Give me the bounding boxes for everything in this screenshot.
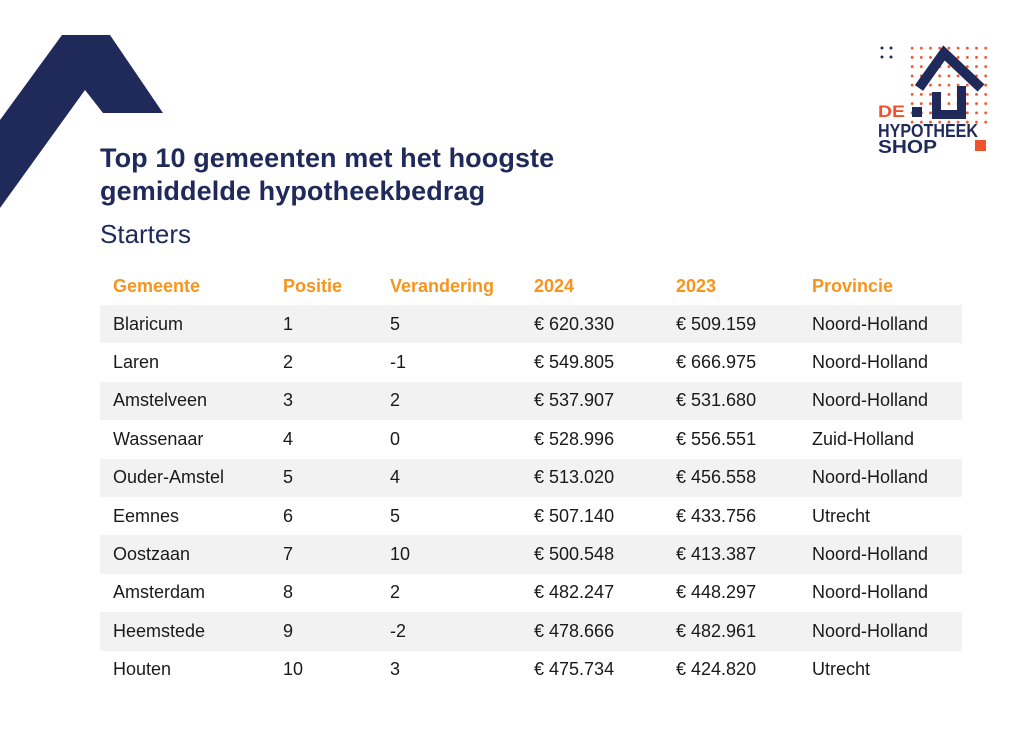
table-row	[100, 343, 962, 381]
page-title-line2: gemiddelde hypotheekbedrag	[100, 176, 486, 206]
table-row	[100, 651, 962, 689]
cell-verandering: 3	[390, 659, 401, 680]
cell-positie: 10	[283, 659, 304, 680]
cell-provincie: Noord-Holland	[812, 352, 929, 373]
cell-2024: € 500.548	[534, 544, 615, 565]
cell-verandering: 2	[390, 390, 401, 411]
cell-gemeente: Ouder-Amstel	[113, 467, 225, 488]
page-title	[100, 142, 554, 208]
cell-positie: 7	[283, 544, 294, 565]
cell-gemeente: Oostzaan	[113, 544, 191, 565]
column-header-2023: 2023	[676, 275, 717, 296]
cell-2024: € 549.805	[534, 352, 615, 373]
table-body	[100, 305, 962, 689]
cell-2023: € 531.680	[676, 390, 757, 411]
cell-verandering: 5	[390, 505, 401, 526]
cell-2023: € 482.961	[676, 620, 757, 641]
cell-positie: 8	[283, 582, 294, 603]
cell-positie: 2	[283, 352, 294, 373]
cell-positie: 4	[283, 428, 294, 449]
table-row	[100, 305, 962, 343]
cell-positie: 9	[283, 620, 294, 641]
cell-2023: € 556.551	[676, 428, 757, 449]
column-header-provincie: Provincie	[812, 275, 894, 296]
cell-gemeente: Amstelveen	[113, 390, 208, 411]
cell-gemeente: Heemstede	[113, 620, 206, 641]
table-row	[100, 459, 962, 497]
cell-verandering: -1	[390, 352, 407, 373]
cell-2024: € 478.666	[534, 620, 615, 641]
table-row	[100, 420, 962, 458]
column-header-positie: Positie	[283, 275, 343, 296]
table-row	[100, 382, 962, 420]
cell-provincie: Zuid-Holland	[812, 428, 915, 449]
cell-2024: € 482.247	[534, 582, 615, 603]
cell-gemeente: Blaricum	[113, 313, 184, 334]
cell-provincie: Utrecht	[812, 505, 871, 526]
page-title-line1: Top 10 gemeenten met het hoogste	[100, 143, 555, 173]
cell-gemeente: Wassenaar	[113, 428, 204, 449]
cell-positie: 3	[283, 390, 294, 411]
cell-2023: € 448.297	[676, 582, 757, 603]
logo-orange-square	[975, 140, 986, 151]
page-subtitle: Starters	[100, 219, 192, 249]
column-header-gemeente: Gemeente	[113, 275, 201, 296]
table-row	[100, 574, 962, 612]
cell-2023: € 433.756	[676, 505, 757, 526]
logo-word-de: DE	[878, 102, 905, 121]
cell-provincie: Noord-Holland	[812, 544, 929, 565]
cell-positie: 6	[283, 505, 294, 526]
cell-positie: 5	[283, 467, 294, 488]
cell-verandering: -2	[390, 620, 407, 641]
top10-table	[100, 267, 962, 689]
cell-2024: € 475.734	[534, 659, 615, 680]
cell-verandering: 2	[390, 582, 401, 603]
table-header-row	[100, 267, 962, 305]
cell-gemeente: Laren	[113, 352, 160, 373]
logo-word-hypotheek: HYPOTHEEK	[878, 121, 978, 141]
column-header-2024: 2024	[534, 275, 575, 296]
cell-gemeente: Eemnes	[113, 505, 180, 526]
cell-2024: € 507.140	[534, 505, 615, 526]
cell-2023: € 456.558	[676, 467, 757, 488]
hypotheekshop-logo	[874, 40, 992, 158]
cell-provincie: Noord-Holland	[812, 467, 929, 488]
table-row	[100, 497, 962, 535]
cell-verandering: 4	[390, 467, 401, 488]
table-row	[100, 535, 962, 573]
column-header-verandering: Verandering	[390, 275, 495, 296]
cell-provincie: Noord-Holland	[812, 390, 929, 411]
table-row	[100, 612, 962, 650]
cell-2023: € 666.975	[676, 352, 757, 373]
cell-provincie: Noord-Holland	[812, 582, 929, 603]
cell-gemeente: Amsterdam	[113, 582, 206, 603]
cell-provincie: Noord-Holland	[812, 620, 929, 641]
cell-2024: € 513.020	[534, 467, 615, 488]
cell-positie: 1	[283, 313, 294, 334]
cell-gemeente: Houten	[113, 659, 172, 680]
logo-word-shop: SHOP	[878, 137, 937, 157]
cell-provincie: Noord-Holland	[812, 313, 929, 334]
cell-2024: € 528.996	[534, 428, 615, 449]
cell-2024: € 537.907	[534, 390, 615, 411]
cell-2023: € 413.387	[676, 544, 757, 565]
cell-verandering: 10	[390, 544, 411, 565]
cell-provincie: Utrecht	[812, 659, 871, 680]
cell-2024: € 620.330	[534, 313, 615, 334]
cell-2023: € 424.820	[676, 659, 757, 680]
cell-verandering: 0	[390, 428, 401, 449]
logo-navy-dots	[881, 47, 893, 59]
cell-verandering: 5	[390, 313, 401, 334]
cell-2023: € 509.159	[676, 313, 757, 334]
logo-navy-square	[912, 107, 922, 117]
